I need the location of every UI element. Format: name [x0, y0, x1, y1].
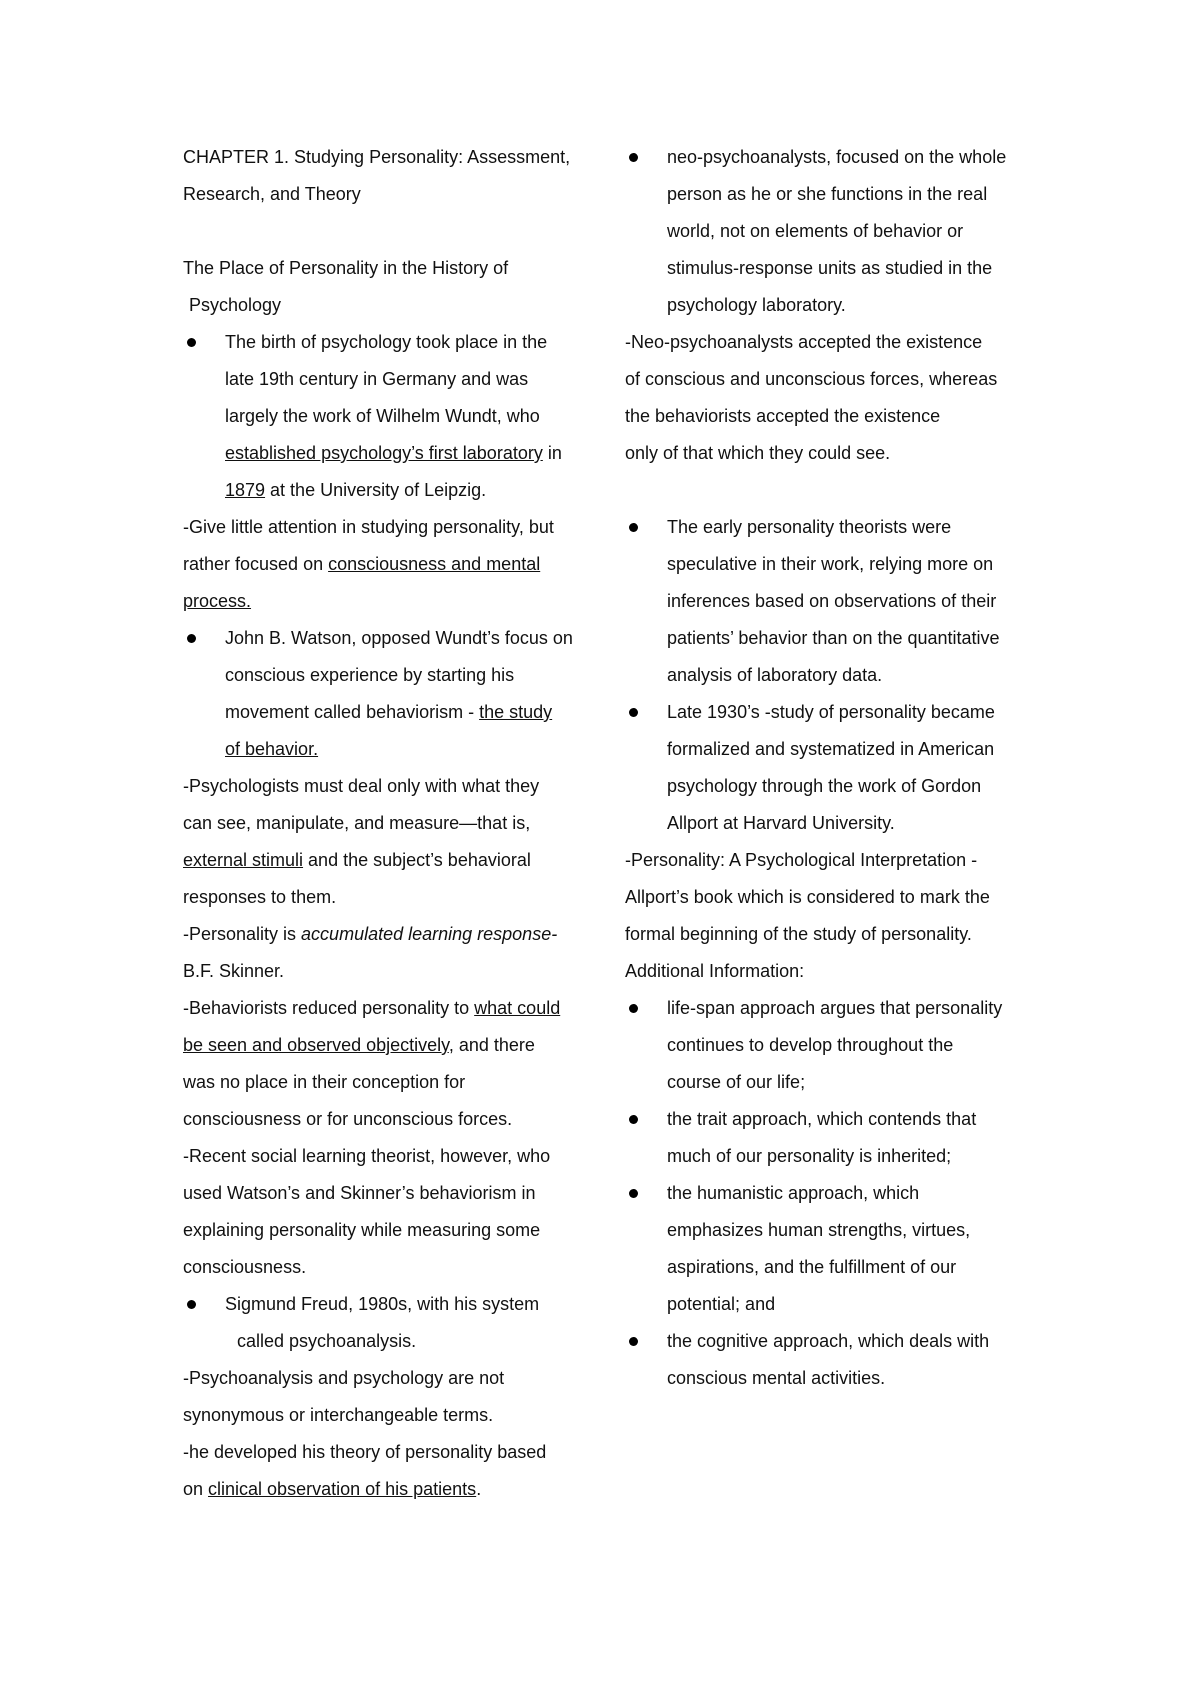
- text-line: synonymous or interchangeable terms.: [183, 1405, 494, 1425]
- text-line: psychology through the work of Gordon: [667, 776, 982, 796]
- text-line: analysis of laboratory data.: [667, 665, 883, 685]
- text-line: -he developed his theory of personality based: [183, 1442, 547, 1462]
- bullet-wundt: [183, 324, 588, 509]
- text-line: The birth of psychology took place in the: [225, 332, 548, 352]
- underlined-text: external stimuli: [183, 850, 304, 870]
- bullet-trait-approach: [625, 1101, 1050, 1175]
- text-line: -Psychologists must deal only with what they: [183, 776, 540, 796]
- text-span: -Personality is: [183, 924, 302, 944]
- bullet-icon: [629, 708, 638, 717]
- text-line: [183, 546, 588, 583]
- underlined-text: of behavior.: [225, 739, 319, 759]
- underlined-text: clinical observation of his patients: [208, 1479, 477, 1499]
- text-line: [225, 472, 588, 509]
- section-title-line-2: Psychology: [189, 295, 282, 315]
- section-title-line-1: The Place of Personality in the History of: [183, 258, 509, 278]
- text-line: Late 1930’s -study of personality became: [667, 702, 995, 722]
- bullet-icon: [187, 1300, 196, 1309]
- bullet-life-span-approach: [625, 990, 1050, 1101]
- text-line: neo-psychoanalysts, focused on the whole: [667, 147, 1007, 167]
- bullet-icon: [629, 1115, 638, 1124]
- text-span: movement called behaviorism -: [225, 702, 480, 722]
- text-line: [183, 916, 588, 953]
- bullet-watson: [183, 620, 588, 768]
- text-line: conscious experience by starting his: [225, 665, 515, 685]
- text-line: responses to them.: [183, 887, 337, 907]
- text-line: late 19th century in Germany and was: [225, 369, 529, 389]
- chapter-title-line-2: Research, and Theory: [183, 184, 361, 204]
- text-span: , and there: [448, 1035, 535, 1055]
- text-line: person as he or she functions in the real: [667, 184, 988, 204]
- text-line: [183, 1471, 588, 1508]
- text-line: world, not on elements of behavior or: [667, 221, 964, 241]
- text-line: speculative in their work, relying more on: [667, 554, 994, 574]
- bullet-early-theorists: [625, 509, 1050, 694]
- text-line: John B. Watson, opposed Wundt’s focus on: [225, 628, 573, 648]
- text-span: .: [476, 1479, 482, 1499]
- text-span: in: [542, 443, 562, 463]
- text-line: [183, 990, 588, 1027]
- text-line: used Watson’s and Skinner’s behaviorism in: [183, 1183, 536, 1203]
- text-line: [225, 731, 588, 768]
- text-line: course of our life;: [667, 1072, 806, 1092]
- text-line: can see, manipulate, and measure—that is,: [183, 813, 531, 833]
- underlined-text: the study: [479, 702, 553, 722]
- underlined-text: what could: [474, 998, 561, 1018]
- text-line: formal beginning of the study of personality.: [625, 924, 972, 944]
- text-span: at the University of Leipzig.: [265, 480, 487, 500]
- bullet-neo-psychoanalysts: [625, 139, 1050, 324]
- text-line: was no place in their conception for: [183, 1072, 466, 1092]
- text-line: -Psychoanalysis and psychology are not: [183, 1368, 505, 1388]
- text-line: largely the work of Wilhelm Wundt, who: [225, 406, 540, 426]
- text-line: formalized and systematized in American: [667, 739, 995, 759]
- left-column: [183, 139, 588, 1508]
- bullet-late-1930s: [625, 694, 1050, 842]
- text-line: [225, 435, 588, 472]
- bullet-icon: [629, 1189, 638, 1198]
- text-line: [183, 583, 588, 620]
- text-line: of conscious and unconscious forces, whereas: [625, 369, 998, 389]
- text-line: Allport’s book which is considered to mark the: [625, 887, 990, 907]
- text-line: conscious mental activities.: [667, 1368, 886, 1388]
- text-line: [183, 1027, 588, 1064]
- text-line: [183, 842, 588, 879]
- right-column: [625, 139, 1050, 1397]
- chapter-title-line-1: CHAPTER 1. Studying Personality: Assessment,: [183, 147, 571, 167]
- text-line: called psychoanalysis.: [237, 1331, 417, 1351]
- text-line: stimulus-response units as studied in the: [667, 258, 993, 278]
- text-line: only of that which they could see.: [625, 443, 891, 463]
- text-line: potential; and: [667, 1294, 776, 1314]
- underlined-text: be seen and observed objectively: [183, 1035, 449, 1055]
- text-line: B.F. Skinner.: [183, 961, 285, 981]
- underlined-text: established psychology’s first laboratory: [225, 443, 543, 463]
- bullet-freud: [183, 1286, 588, 1360]
- text-line: -Neo-psychoanalysts accepted the existence: [625, 332, 983, 352]
- text-line: -Personality: A Psychological Interpretation -: [625, 850, 978, 870]
- text-line: much of our personality is inherited;: [667, 1146, 952, 1166]
- text-line: Sigmund Freud, 1980s, with his system: [225, 1294, 540, 1314]
- text-line: the cognitive approach, which deals with: [667, 1331, 990, 1351]
- text-line: continues to develop throughout the: [667, 1035, 954, 1055]
- text-line: aspirations, and the fulfillment of our: [667, 1257, 957, 1277]
- text-line: emphasizes human strengths, virtues,: [667, 1220, 971, 1240]
- text-span: rather focused on: [183, 554, 329, 574]
- text-line: -Recent social learning theorist, however, who: [183, 1146, 551, 1166]
- text-line: the humanistic approach, which: [667, 1183, 920, 1203]
- bullet-icon: [629, 1337, 638, 1346]
- text-line: Allport at Harvard University.: [667, 813, 895, 833]
- text-line: inferences based on observations of their: [667, 591, 997, 611]
- text-line: The early personality theorists were: [667, 517, 952, 537]
- bullet-humanistic-approach: [625, 1175, 1050, 1323]
- text-line: the behaviorists accepted the existence: [625, 406, 941, 426]
- bullet-icon: [187, 338, 196, 347]
- additional-information-heading: Additional Information:: [625, 961, 805, 981]
- bullet-cognitive-approach: [625, 1323, 1050, 1397]
- bullet-icon: [629, 1004, 638, 1013]
- italic-text: accumulated learning response-: [301, 924, 558, 944]
- underlined-text: consciousness and mental: [328, 554, 541, 574]
- text-line: life-span approach argues that personality: [667, 998, 1003, 1018]
- text-line: psychology laboratory.: [667, 295, 846, 315]
- underlined-text: process.: [183, 591, 252, 611]
- text-span: -Behaviorists reduced personality to: [183, 998, 475, 1018]
- bullet-icon: [629, 523, 638, 532]
- bullet-icon: [187, 634, 196, 643]
- underlined-text: 1879: [225, 480, 266, 500]
- text-line: -Give little attention in studying personality, but: [183, 517, 554, 537]
- text-line: [225, 694, 588, 731]
- text-line: explaining personality while measuring some: [183, 1220, 541, 1240]
- text-span: and the subject’s behavioral: [303, 850, 531, 870]
- text-span: on: [183, 1479, 209, 1499]
- text-line: consciousness or for unconscious forces.: [183, 1109, 513, 1129]
- text-line: consciousness.: [183, 1257, 307, 1277]
- text-line: the trait approach, which contends that: [667, 1109, 977, 1129]
- bullet-icon: [629, 153, 638, 162]
- text-line: patients’ behavior than on the quantitative: [667, 628, 1000, 648]
